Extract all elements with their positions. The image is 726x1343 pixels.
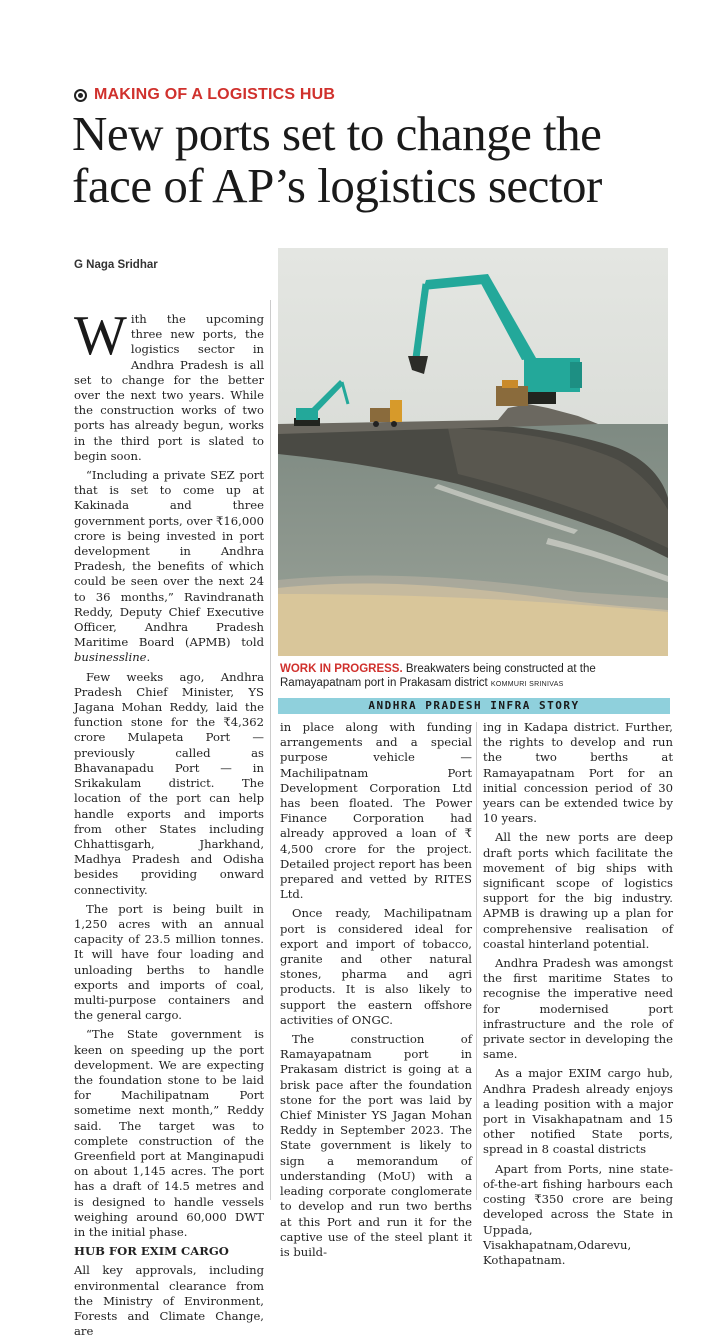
paragraph: Once ready, Machilipatnam port is considered ideal for export and import of tobacco, granite and other natural stones, pharma and agri products. It is also likely to support the eastern offshore activities of ONGC. — [280, 906, 472, 1027]
paragraph-text: ith the upcoming three new ports, the logistics sector in Andhra Pradesh is all set to change for the better over the next two years. While the construction works of two ports has already begun, works in the third port is slated to begin soon. — [74, 312, 264, 463]
breakwater-excavators-illustration — [278, 248, 668, 656]
paragraph: All the new ports are deep draft ports which facilitate the movement of big ships with significant scope of logistics support for the big industry. APMB is drawing up a plan for comprehensive realisation of coastal hinterland potential. — [483, 830, 673, 951]
circled-dot-icon — [74, 89, 87, 102]
headline — [72, 108, 692, 212]
paragraph — [74, 305, 264, 464]
paragraph: All key approvals, including environmental clearance from the Ministry of Environment, Forests and Climate Change, are — [74, 1263, 264, 1339]
headline-line-2: face of AP’s logistics sector — [72, 158, 602, 213]
paragraph: “The State government is keen on speeding up the port development. We are expecting the foundation stone to be laid for Machilipatnam Port sometime next month,” Reddy said. The target was to complete construction of the Greenfield port at Manginapudi on about 1,145 acres. The port has a draft of 14.5 metres and is designed to handle vessels weighing around 60,000 DWT in the initial phase. — [74, 1027, 264, 1239]
paragraph: in place along with funding arrangements and a special purpose vehicle — Machilipatnam Port Development Corporation Ltd has been floated. The Power Finance Corporation had already approved a loan of ₹ 4,500 crore for the project. Detailed project report has been prepared and vetted by RITES Ltd. — [280, 720, 472, 902]
article-column-2 — [280, 720, 472, 1264]
drop-cap: W — [74, 305, 127, 367]
infra-story-banner: ANDHRA PRADESH INFRA STORY — [278, 698, 670, 714]
paragraph — [74, 468, 264, 666]
caption-label: WORK IN PROGRESS. — [280, 663, 403, 675]
paragraph: ing in Kadapa district. Further, the rights to develop and run the two berths at Ramayapatnam Port for an initial concession period of 30 years can be extended twice by 10 years. — [483, 720, 673, 826]
paragraph: As a major EXIM cargo hub, Andhra Pradesh already enjoys a leading position with a major port in Visakhapatnam and 15 other notified State ports, spread in 8 coastal districts — [483, 1066, 673, 1157]
article-column-1 — [74, 305, 264, 1343]
paragraph: Few weeks ago, Andhra Pradesh Chief Minister, YS Jagana Mohan Reddy, laid the function stone for the ₹4,362 crore Mulapeta Port — previously called as Bhavanapadu Port — in Srikakulam district. The location of the port can help handle exports and imports from other States including Chhattisgarh, Jharkhand, Madhya Pradesh and Odisha besides providing onward connectivity. — [74, 669, 264, 897]
publication-name: businessline — [74, 650, 147, 665]
kicker-text: MAKING OF A LOGISTICS HUB — [94, 86, 336, 103]
headline-line-1: New ports set to change the — [72, 106, 602, 161]
port-construction-photo — [278, 248, 668, 656]
subheading: HUB FOR EXIM CARGO — [74, 1244, 229, 1259]
byline: G Naga Sridhar — [74, 259, 158, 271]
column-rule-2 — [476, 722, 477, 1200]
section-kicker — [74, 86, 335, 104]
column-rule-1 — [270, 300, 271, 1200]
paragraph: Andhra Pradesh was amongst the first maritime States to recognise the imperative need for modernised port infrastructure and the role of private sector in developing the same. — [483, 956, 673, 1062]
paragraph: The port is being built in 1,250 acres with an annual capacity of 23.5 million tonnes. It will have four loading and unloading berths to handle exports and imports of coal, multi-purpose containers and the general cargo. — [74, 901, 264, 1023]
paragraph: Apart from Ports, nine state-of-the-art fishing harbours each costing ₹350 crore are being developed across the State in Uppada, Visakhapatnam,Odarevu, Kothapatnam. — [483, 1161, 673, 1267]
paragraph-text: . — [146, 650, 151, 665]
article-column-3 — [483, 720, 673, 1272]
paragraph: The construction of Ramayapatnam port in Prakasam district is going at a brisk pace after the foundation stone for the port was laid by Chief Minister YS Jagan Mohan Reddy in September 2023. The State government is likely to sign a memorandum of understanding (MoU) with a leading corporate conglomerate to develop and run two berths at this Port and run it for the captive use of the steel plant it is build- — [280, 1032, 472, 1259]
caption-text: Breakwaters being constructed at the Ramayapatnam port in Prakasam district — [280, 663, 596, 689]
photo-credit: KOMMURI SRINIVAS — [490, 681, 564, 688]
paragraph-text: “Including a private SEZ port that is set to come up at Kakinada and three government ports, over ₹16,000 crore is being invested in port development in Andhra Pradesh, the benefits of which could be seen over the next 24 to 36 months,” Ravindranath Reddy, Deputy Chief Executive Officer, Andhra Pradesh Maritime Board (APMB) told — [74, 468, 264, 650]
photo-caption — [280, 662, 672, 692]
